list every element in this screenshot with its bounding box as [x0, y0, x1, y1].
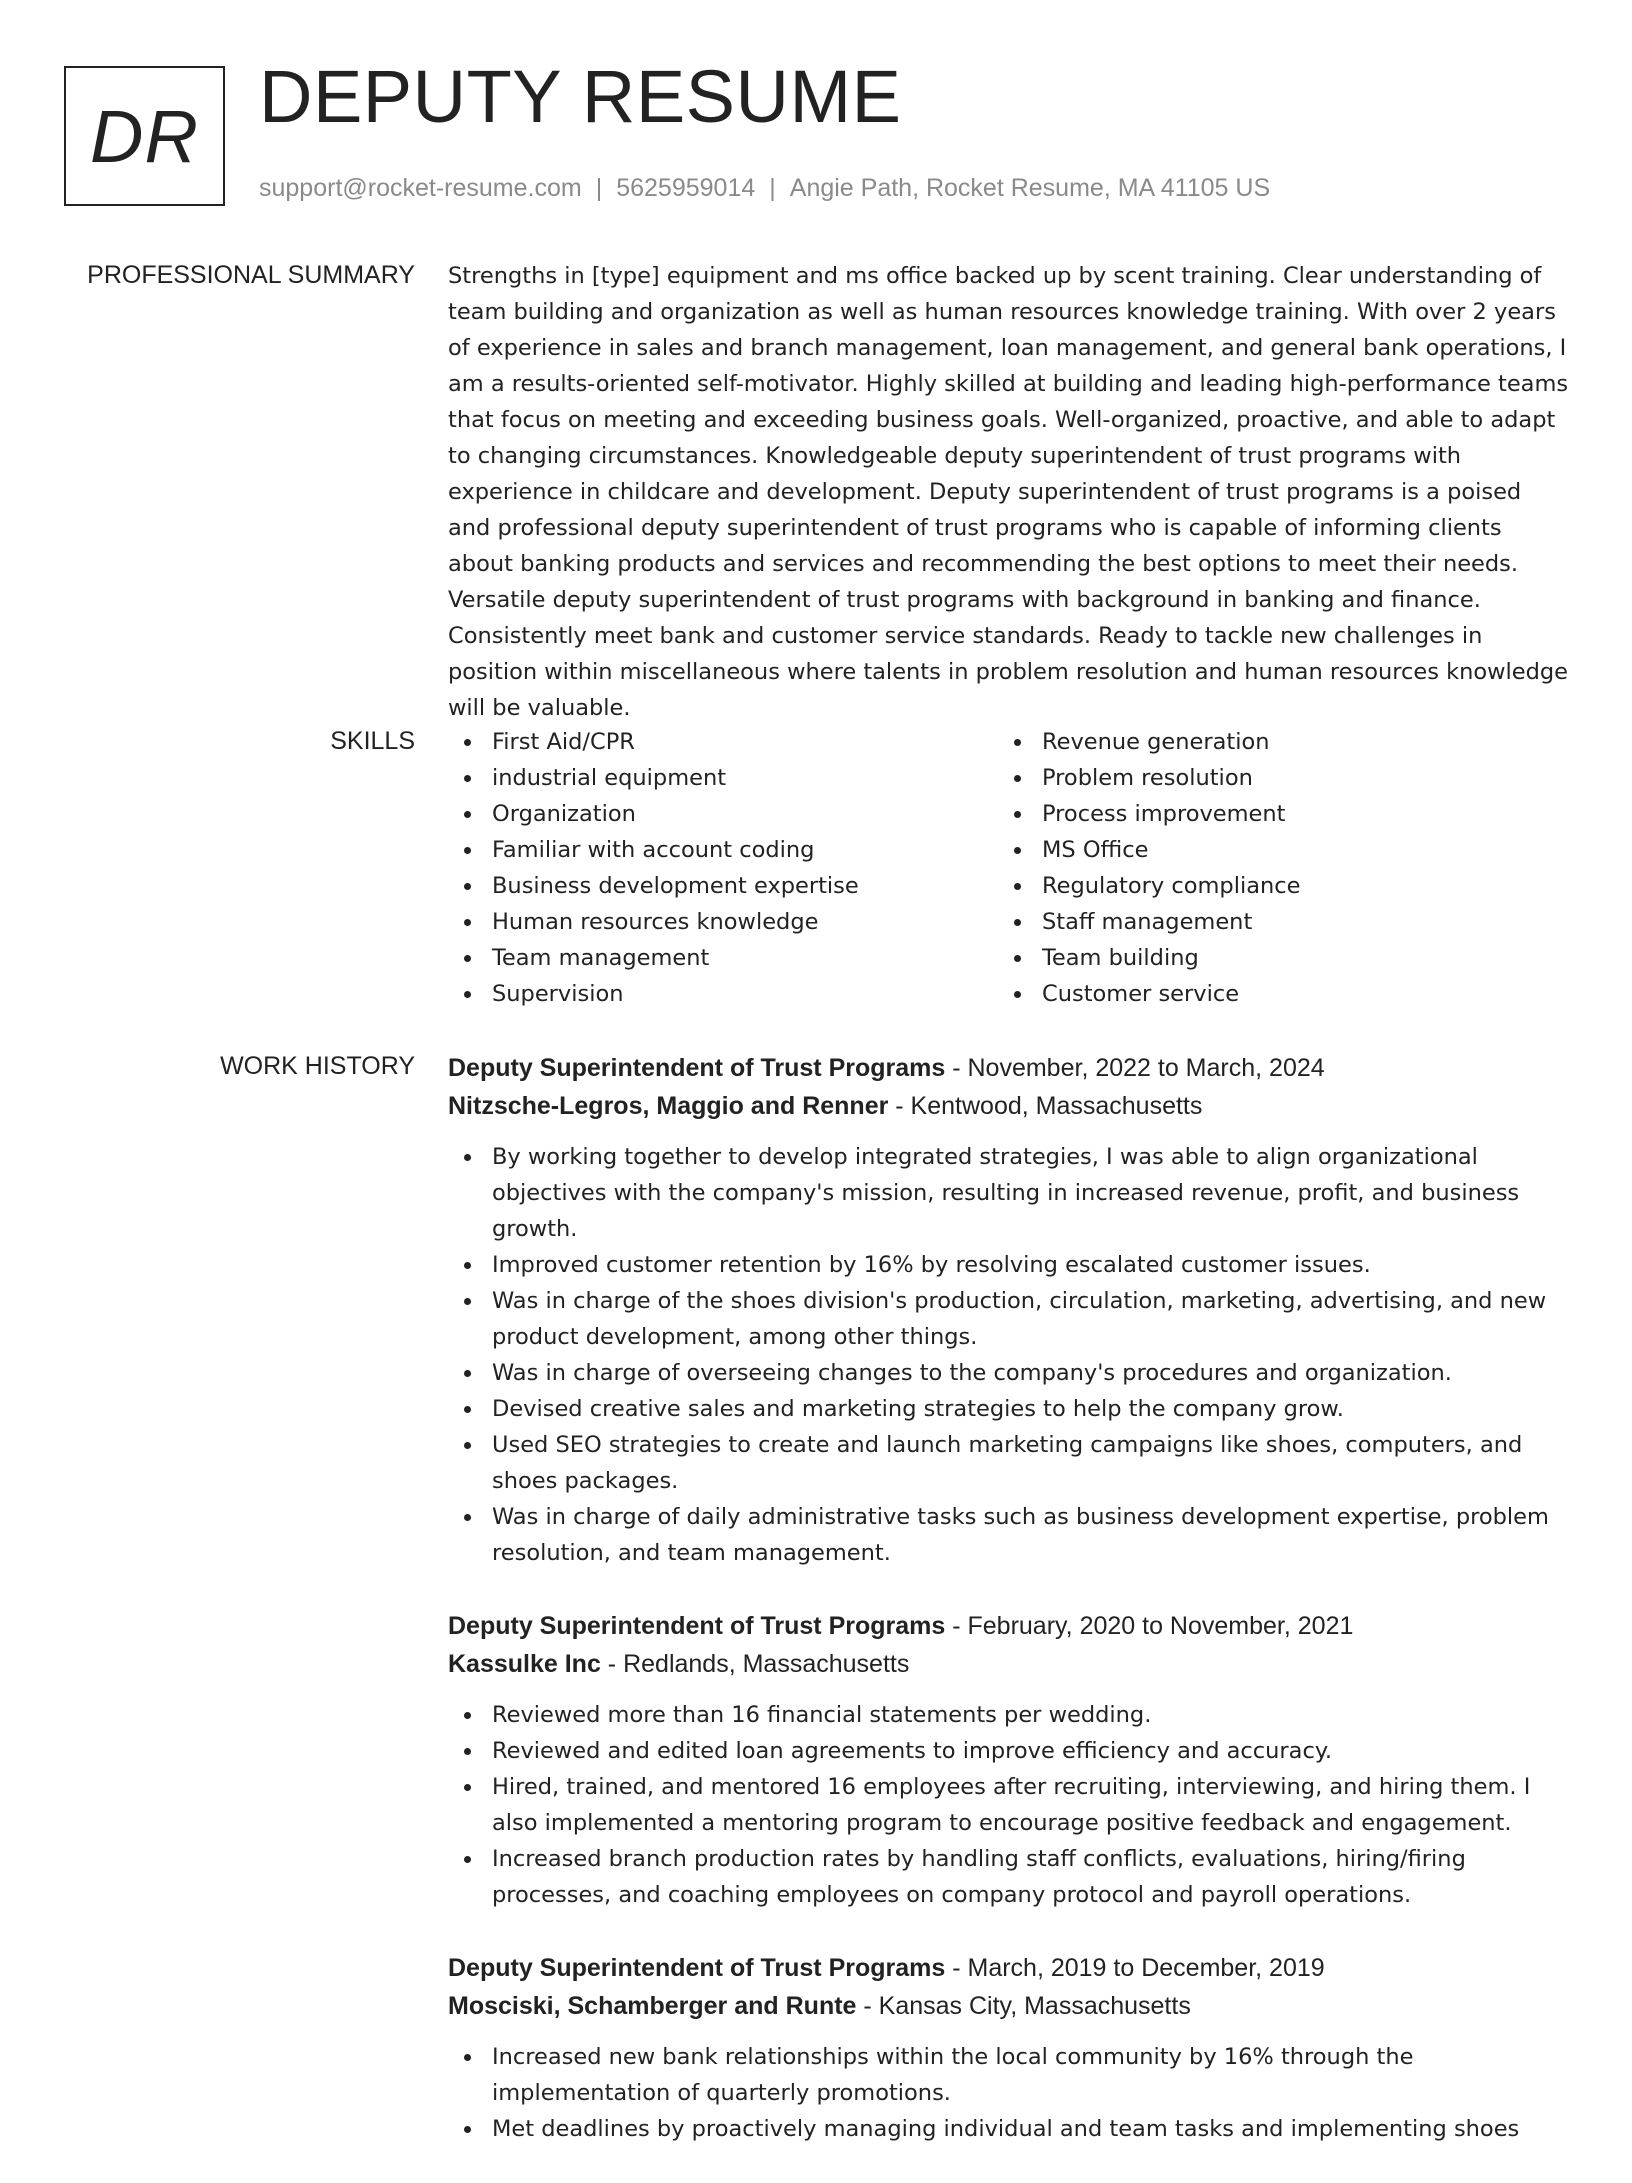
job-bullets: [448, 1139, 1570, 1571]
job-bullets: [448, 2039, 1570, 2147]
skill-item: Organization: [448, 796, 998, 832]
job-title-line: [448, 1607, 1570, 1645]
job-dates: - February, 2020 to November, 2021: [945, 1612, 1354, 1640]
job-dates: - March, 2019 to December, 2019: [945, 1954, 1325, 1982]
section-title-skills: SKILLS: [330, 727, 415, 755]
job-location: - Kentwood, Massachusetts: [888, 1092, 1203, 1120]
job-title-line: [448, 1049, 1570, 1087]
job-company-line: [448, 1087, 1570, 1125]
job-location: - Kansas City, Massachusetts: [856, 1992, 1191, 2020]
job-bullet: Hired, trained, and mentored 16 employees after recruiting, interviewing, and hiring them. I also implemented a mentoring program to encourage positive feedback and engagement.: [448, 1769, 1570, 1841]
section-title-summary: PROFESSIONAL SUMMARY: [87, 261, 415, 289]
section-title-work: WORK HISTORY: [220, 1052, 415, 1080]
job-bullet: By working together to develop integrated strategies, I was able to align organizational objectives with the company's mission, resulting in increased revenue, profit, and business growth.: [448, 1139, 1570, 1247]
contact-email: support@rocket-resume.com: [259, 174, 582, 202]
job-company: Nitzsche-Legros, Maggio and Renner: [448, 1092, 889, 1120]
skills-grid: [448, 724, 1570, 1012]
contact-separator: |: [595, 174, 603, 202]
job-location: - Redlands, Massachusetts: [600, 1650, 910, 1678]
job-company: Mosciski, Schamberger and Runte: [448, 1992, 857, 2020]
skill-item: Business development expertise: [448, 868, 998, 904]
job-bullet: Was in charge of overseeing changes to the company's procedures and organization.: [448, 1355, 1570, 1391]
skill-item: Regulatory compliance: [998, 868, 1548, 904]
job-entry: [448, 1607, 1570, 1913]
job-company-line: [448, 1987, 1570, 2025]
skill-item: Customer service: [998, 976, 1548, 1012]
skill-item: Supervision: [448, 976, 998, 1012]
contact-address: Angie Path, Rocket Resume, MA 41105 US: [789, 174, 1271, 202]
skill-item: Problem resolution: [998, 760, 1548, 796]
monogram-badge: [64, 66, 225, 206]
monogram-initials: DR: [90, 94, 199, 178]
job-role: Deputy Superintendent of Trust Programs: [448, 1612, 946, 1640]
job-bullet: Increased new bank relationships within the local community by 16% through the implementation of quarterly promotions.: [448, 2039, 1570, 2111]
contact-phone: 5625959014: [616, 174, 756, 202]
skill-item: First Aid/CPR: [448, 724, 998, 760]
skill-item: Team management: [448, 940, 998, 976]
job-bullet: Devised creative sales and marketing strategies to help the company grow.: [448, 1391, 1570, 1427]
job-company: Kassulke Inc: [448, 1650, 601, 1678]
job-bullets: [448, 1697, 1570, 1913]
job-bullet: Used SEO strategies to create and launch marketing campaigns like shoes, computers, and shoes packages.: [448, 1427, 1570, 1499]
job-bullet: Was in charge of the shoes division's production, circulation, marketing, advertising, and new product development, among other things.: [448, 1283, 1570, 1355]
contact-separator: |: [769, 174, 776, 202]
job-bullet: Increased branch production rates by handling staff conflicts, evaluations, hiring/firing processes, and coaching employees on company protocol and payroll operations.: [448, 1841, 1570, 1913]
job-bullet: Was in charge of daily administrative tasks such as business development expertise, problem resolution, and team management.: [448, 1499, 1570, 1571]
job-entry: [448, 1949, 1570, 2147]
job-bullet: Met deadlines by proactively managing individual and team tasks and implementing shoes: [448, 2111, 1570, 2147]
job-dates: - November, 2022 to March, 2024: [945, 1054, 1325, 1082]
contact-line: [259, 174, 1270, 203]
summary-text: Strengths in [type] equipment and ms office backed up by scent training. Clear understanding of team building and organization as well as human resources knowledge training. With over 2 years of experience in sales and branch management, loan management, and general bank operations, I am a results-oriented self-motivator. Highly skilled at building and leading high-performance teams that focus on meeting and exceeding business goals. Well-organized, proactive, and able to adapt to changing circumstances. Knowledgeable deputy superintendent of trust programs with experience in childcare and development. Deputy superintendent of trust programs is a poised and professional deputy superintendent of trust programs who is capable of informing clients about banking products and services and recommending the best options to meet their needs. Versatile deputy superintendent of trust programs with background in banking and finance. Consistently meet bank and customer service standards. Ready to tackle new challenges in position within miscellaneous where talents in problem resolution and human resources knowledge will be valuable.: [448, 263, 1569, 721]
skill-item: Staff management: [998, 904, 1548, 940]
skill-item: industrial equipment: [448, 760, 998, 796]
job-role: Deputy Superintendent of Trust Programs: [448, 1954, 946, 1982]
work-body: [448, 1049, 1570, 2183]
skills-column-right: [998, 724, 1548, 1012]
skill-item: Familiar with account coding: [448, 832, 998, 868]
job-role: Deputy Superintendent of Trust Programs: [448, 1054, 946, 1082]
skill-item: Human resources knowledge: [448, 904, 998, 940]
job-title-line: [448, 1949, 1570, 1987]
skill-item: Team building: [998, 940, 1548, 976]
job-company-line: [448, 1645, 1570, 1683]
job-bullet: Reviewed more than 16 financial statements per wedding.: [448, 1697, 1570, 1733]
job-bullet: Improved customer retention by 16% by resolving escalated customer issues.: [448, 1247, 1570, 1283]
skill-item: Revenue generation: [998, 724, 1548, 760]
resume-name: DEPUTY RESUME: [259, 55, 902, 138]
summary-body: [448, 258, 1570, 726]
skills-column-left: [448, 724, 998, 1012]
job-entry: [448, 1049, 1570, 1571]
skills-body: [448, 724, 1570, 1012]
skill-item: Process improvement: [998, 796, 1548, 832]
skill-item: MS Office: [998, 832, 1548, 868]
job-bullet: Reviewed and edited loan agreements to improve efficiency and accuracy.: [448, 1733, 1570, 1769]
